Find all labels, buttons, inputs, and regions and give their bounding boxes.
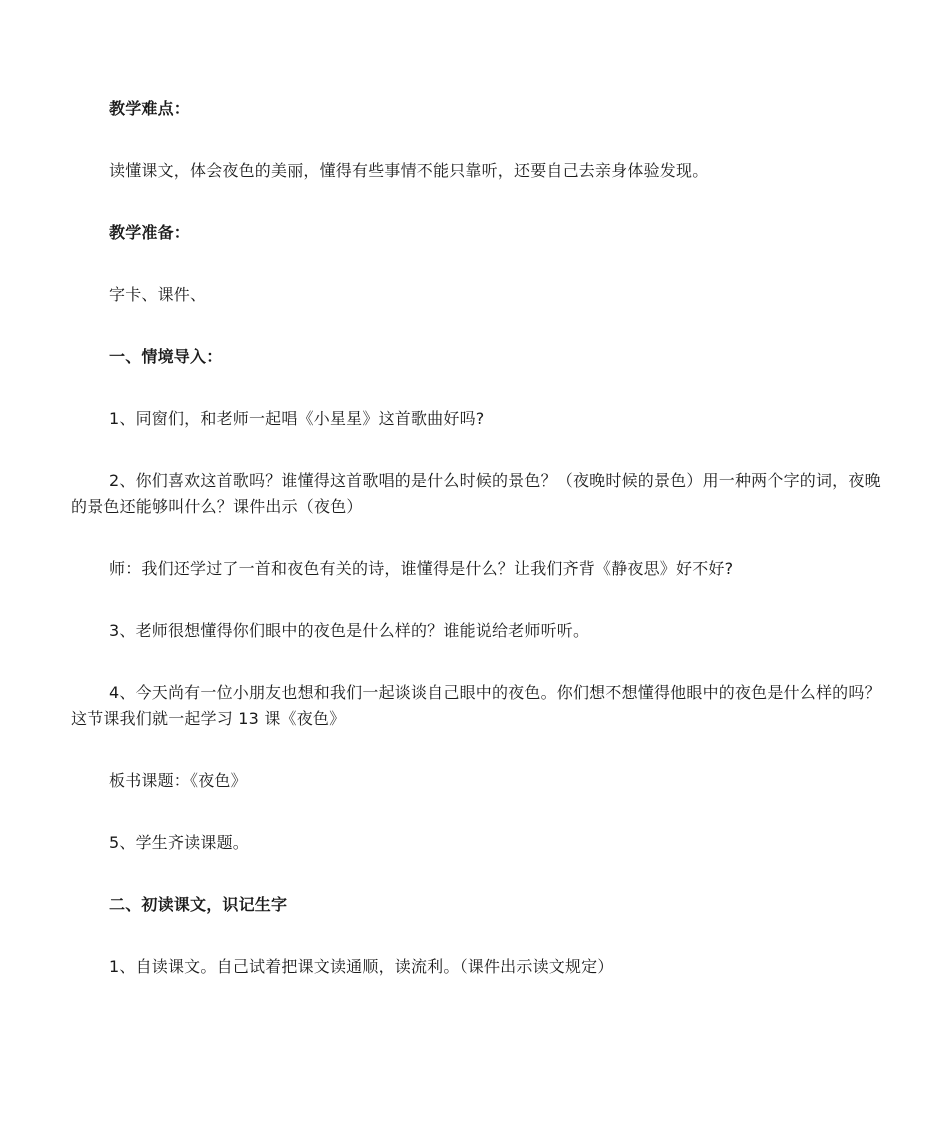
heading-teaching-difficulty: 教学难点： [109,99,191,118]
document-page [71,96,881,1016]
paragraph-read-step-1: 1、自读课文。自己试着把课文读通顺，读流利。（课件出示读文规定） [109,957,614,976]
heading-section-two: 二、初读课文，识记生字 [109,895,288,914]
heading-section-one: 一、情境导入： [109,347,223,366]
paragraph-preparation-text: 字卡、课件、 [109,285,207,304]
paragraph-step-3: 3、老师很想懂得你们眼中的夜色是什么样的？谁能说给老师听听。 [109,621,590,640]
paragraph-step-2: 2、你们喜欢这首歌吗？谁懂得这首歌唱的是什么时候的景色？（夜晚时候的景色）用一种两个字的词，夜晚的景色还能够叫什么？课件出示（夜色） [71,471,881,516]
paragraph-step-5: 5、学生齐读课题。 [109,833,249,852]
paragraph-step-4: 4、今天尚有一位小朋友也想和我们一起谈谈自己眼中的夜色。你们想不想懂得他眼中的夜色是什么样的吗？这节课我们就一起学习 13 课《夜色》 [71,683,881,728]
paragraph-board-title: 板书课题：《夜色》 [109,771,247,790]
paragraph-difficulty-text: 读懂课文，体会夜色的美丽，懂得有些事情不能只靠听，还要自己去亲身体验发现。 [109,161,709,180]
paragraph-step-1: 1、同窗们，和老师一起唱《小星星》这首歌曲好吗? [109,409,485,428]
paragraph-teacher-poem: 师：我们还学过了一首和夜色有关的诗，谁懂得是什么？让我们齐背《静夜思》好不好? [109,559,734,578]
heading-teaching-preparation: 教学准备： [109,223,191,242]
